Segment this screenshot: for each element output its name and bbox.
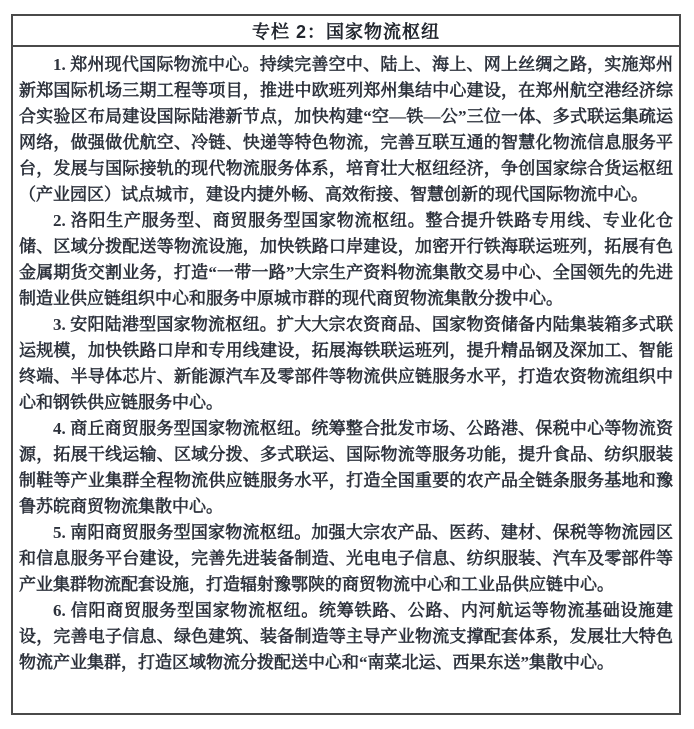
paragraph-luoyang-hub: 2. 洛阳生产服务型、商贸服务型国家物流枢纽。整合提升铁路专用线、专业化仓储、区域分拨配送等物流设施，加快铁路口岸建设，加密开行铁海联运班列，拓展有色金属期货交割业务，打造“一带一路”大宗生产资料物流集散交易中心、全国领先的先进制造业供应链组织中心和服务中原城市群的现代商贸物流集散分拨中心。	[19, 211, 673, 308]
column-box	[11, 14, 681, 715]
column-title: 专栏 2：国家物流枢纽	[13, 16, 679, 47]
paragraph-xinyang-hub: 6. 信阳商贸服务型国家物流枢纽。统筹铁路、公路、内河航运等物流基础设施建设，完善电子信息、绿色建筑、装备制造等主导产业物流支撑配套体系，发展壮大特色物流产业集群，打造区域物流分拨配送中心和“南菜北运、西果东送”集散中心。	[19, 601, 673, 672]
paragraph-shangqiu-hub: 4. 商丘商贸服务型国家物流枢纽。统筹整合批发市场、公路港、保税中心等物流资源，拓展干线运输、区域分拨、多式联运、国际物流等服务功能，提升食品、纺织服装制鞋等产业集群全程物流供应链服务水平，打造全国重要的农产品全链条服务基地和豫鲁苏皖商贸物流集散中心。	[19, 419, 673, 516]
paragraph-anyang-hub: 3. 安阳陆港型国家物流枢纽。扩大大宗农资商品、国家物资储备内陆集装箱多式联运规模，加快铁路口岸和专用线建设，拓展海铁联运班列，提升精品钢及深加工、智能终端、半导体芯片、新能源汽车及零部件等物流供应链服务水平，打造农资物流组织中心和钢铁供应链服务中心。	[19, 315, 673, 412]
paragraph-nanyang-hub: 5. 南阳商贸服务型国家物流枢纽。加强大宗农产品、医药、建材、保税等物流园区和信息服务平台建设，完善先进装备制造、光电电子信息、纺织服装、汽车及零部件等产业集群物流配套设施，打造辐射豫鄂陕的商贸物流中心和工业品供应链中心。	[19, 523, 673, 594]
paragraph-zhengzhou-hub: 1. 郑州现代国际物流中心。持续完善空中、陆上、海上、网上丝绸之路，实施郑州新郑国际机场三期工程等项目，推进中欧班列郑州集结中心建设，在郑州航空港经济综合实验区布局建设国际陆港新节点，加快构建“空—铁—公”三位一体、多式联运集疏运网络，做强做优航空、冷链、快递等特色物流，完善互联互通的智慧化物流信息服务平台，发展与国际接轨的现代物流服务体系，培育壮大枢纽经济，争创国家综合货运枢纽（产业园区）试点城市，建设内捷外畅、高效衔接、智慧创新的现代国际物流中心。	[19, 55, 673, 204]
column-body	[13, 47, 679, 676]
